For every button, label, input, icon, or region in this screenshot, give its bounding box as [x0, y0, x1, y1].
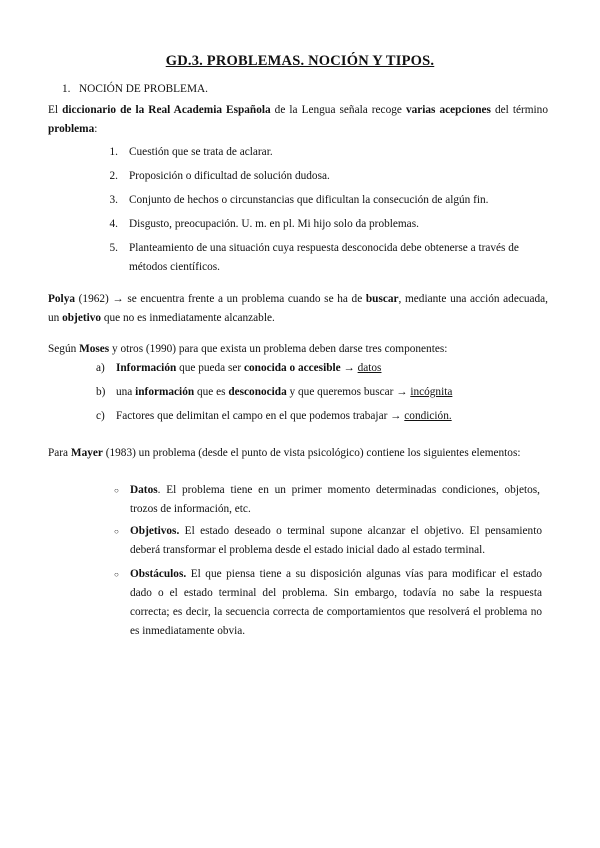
item-text: que pueda ser	[176, 362, 245, 374]
underlined-term: condición.	[404, 410, 452, 422]
polya-text-3: que no es inmediatamente alcanzable.	[101, 312, 275, 324]
arrow-text: →	[340, 362, 358, 374]
item-bold: Datos	[130, 484, 158, 496]
item-bold: Información	[116, 362, 177, 374]
list-item-number: 2.	[109, 170, 118, 182]
intro-text-3: del término	[490, 104, 548, 116]
section-number: 1.	[62, 83, 71, 95]
list-item-letter: b)	[96, 386, 106, 398]
list-item: Conjunto de hechos o circunstancias que dificultan la consecución de algún fin.	[129, 194, 489, 206]
item-bold: conocida o accesible	[244, 362, 341, 374]
mayer-text-2: (1983) un problema (desde el punto de vista psicológico) contiene los siguientes elementos:	[102, 447, 521, 459]
list-item-number: 5.	[109, 242, 118, 254]
moses-text-1: Según	[48, 343, 80, 355]
polya-text-2: , mediante una acción adecuada, un	[48, 293, 548, 324]
item-text: Factores que delimitan el campo en el que podemos trabajar →	[116, 410, 405, 422]
moses-paragraph	[48, 340, 548, 359]
polya-paragraph	[48, 290, 548, 328]
section-heading: NOCIÓN DE PROBLEMA.	[79, 83, 208, 95]
circle-bullet-icon: ○	[114, 486, 119, 495]
list-item-letter: c)	[96, 410, 105, 422]
list-item: Disgusto, preocupación. U. m. en pl. Mi hijo solo da problemas.	[129, 218, 419, 230]
list-item	[116, 383, 546, 402]
moses-text-2: y otros (1990) para que exista un problema deben darse tres componentes:	[109, 343, 448, 355]
item-bold: Objetivos.	[130, 525, 180, 537]
list-item: Planteamiento de una situación cuya respuesta desconocida debe obtenerse a través de métodos científicos.	[129, 242, 519, 273]
polya-bold-objetivo: objetivo	[62, 312, 102, 324]
circle-bullet-icon: ○	[114, 570, 119, 579]
list-item: Proposición o dificultad de solución dudosa.	[129, 170, 330, 182]
item-bold: información	[135, 386, 195, 398]
intro-bold-problema: problema	[48, 123, 95, 135]
item-text: que es	[194, 386, 229, 398]
list-item	[116, 359, 546, 378]
item-text: El que piensa tiene a su disposición algunas vías para modificar el estado dado o el estado terminal del problema. Sin embargo, todavía no sabe la respuesta correcta; es decir, la secuencia correcta de comportamientos que resolverá el problema no es inmediatamente obvia.	[130, 568, 542, 637]
arrow-text: y que queremos buscar →	[286, 386, 411, 398]
polya-bold-name: Polya	[48, 293, 75, 305]
underlined-term: datos	[357, 362, 382, 374]
list-item	[130, 481, 540, 519]
intro-bold-rae: diccionario de la Real Academia Española	[62, 104, 271, 116]
list-item-number: 4.	[109, 218, 118, 230]
moses-bold-name: Moses	[79, 343, 110, 355]
list-item-letter: a)	[96, 362, 105, 374]
polya-bold-buscar: buscar	[365, 293, 399, 305]
intro-bold-acepciones: varias acepciones	[405, 104, 491, 116]
list-item-number: 3.	[109, 194, 118, 206]
underlined-term: incógnita	[410, 386, 453, 398]
intro-paragraph	[48, 101, 548, 139]
item-bold: Obstáculos.	[130, 568, 187, 580]
polya-text-1: (1962) → se encuentra frente a un problema cuando se ha de	[75, 293, 366, 305]
intro-text-2: de la Lengua señala recoge	[270, 104, 406, 116]
mayer-bold-name: Mayer	[70, 447, 103, 459]
mayer-paragraph	[48, 444, 548, 463]
item-text: El estado deseado o terminal supone alcanzar el objetivo. El pensamiento deberá transformar el problema desde el estado inicial dado al estado terminal.	[130, 525, 542, 556]
item-text: una	[116, 386, 136, 398]
page-title: GD.3. PROBLEMAS. NOCIÓN Y TIPOS.	[165, 53, 435, 69]
list-item: Cuestión que se trata de aclarar.	[129, 146, 273, 158]
mayer-text-1: Para	[48, 447, 71, 459]
item-text: . El problema tiene en un primer momento determinadas condiciones, objetos, trozos de información, etc.	[130, 484, 540, 515]
intro-text-4: :	[94, 123, 98, 135]
item-bold: desconocida	[228, 386, 287, 398]
circle-bullet-icon: ○	[114, 527, 119, 536]
list-item-number: 1.	[109, 146, 118, 158]
list-item	[130, 522, 542, 560]
list-item	[130, 565, 542, 641]
intro-text-1: El	[48, 104, 63, 116]
list-item	[116, 407, 546, 426]
